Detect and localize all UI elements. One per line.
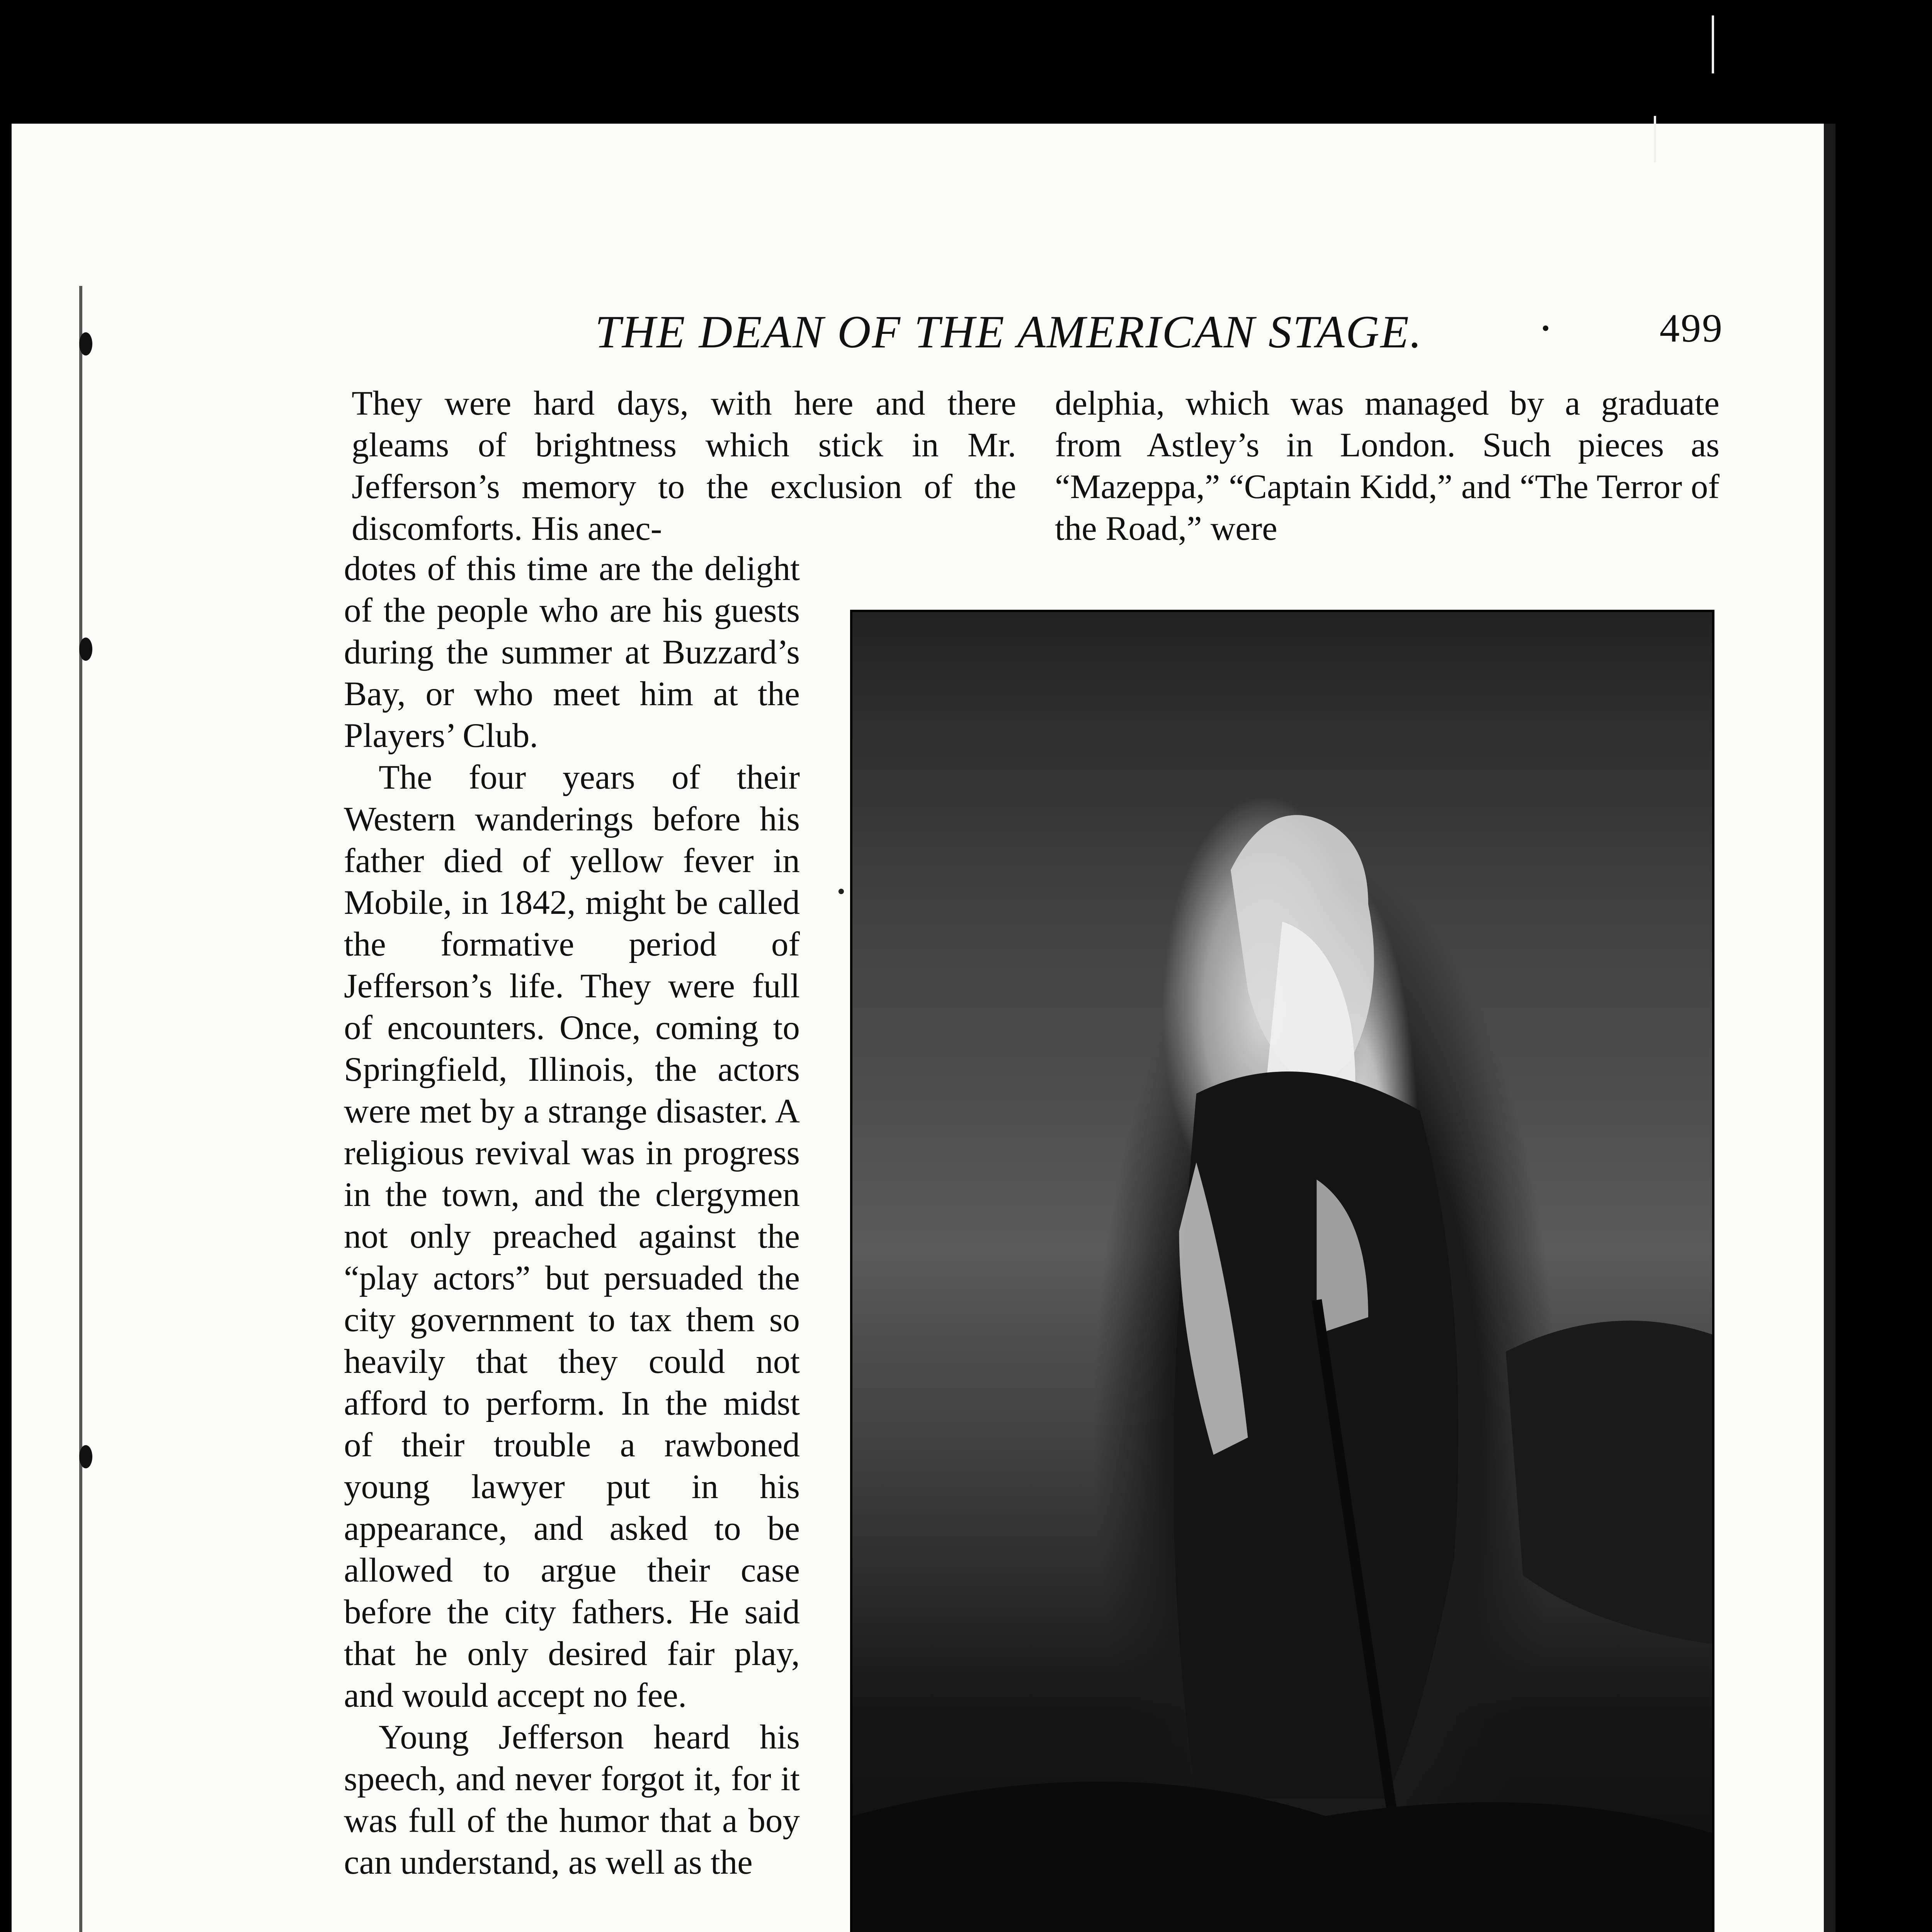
left-column-beside-figure (344, 548, 800, 1883)
binding-stitch-mark (79, 332, 92, 355)
right-column-top (1055, 383, 1719, 549)
paragraph: The four years of their Western wanderings before his father died of yellow fever in Mobile, in 1842, might be called the formative period of Jefferson’s life. They were full of encounters. Once, coming to Springfield, Illinois, the actors were met by a strange disaster. A religious revival was in progress in the town, and the clergymen not only preached against the “play actors” but persuaded the city government to tax them so heavily that they could not afford to perform. In the midst of their trouble a rawboned young lawyer put in his appearance, and asked to be allowed to argue their case before the city fathers. He said that he only desired fair play, and would accept no fee. (344, 759, 800, 1714)
paragraph: They were hard days, with here and there gleams of brightness which stick in Mr. Jefferson’s memory to the exclusion of the discomforts. His anec- (352, 384, 1016, 548)
paragraph: delphia, which was managed by a graduate from Astley’s in London. Such pieces as “Mazeppa,” “Captain Kidd,” and “The Terror of the Road,” were (1055, 384, 1719, 548)
paragraph: dotes of this time are the delight of the people who are his guests during the summer at Buzzard’s Bay, or who meet him at the Players’ Club. (344, 550, 800, 755)
running-header (348, 302, 1723, 359)
crop-mark (1712, 15, 1714, 73)
paragraph: Young Jefferson heard his speech, and never forgot it, for it was full of the humor that a boy can understand, as well as the (344, 1718, 800, 1881)
running-title: THE DEAN OF THE AMERICAN STAGE. (595, 306, 1423, 357)
binding-stitch-mark (79, 1445, 92, 1468)
binding-stitch-mark (79, 638, 92, 661)
page-binding-edge (79, 286, 98, 1932)
crop-mark (1654, 116, 1656, 162)
header-separator: · (1538, 302, 1554, 354)
left-column-top (352, 383, 1016, 549)
portrait-photograph (850, 610, 1714, 1932)
photograph-figure-silhouette (852, 612, 1712, 1932)
print-speck (838, 889, 844, 894)
page-number: 499 (1660, 306, 1723, 350)
